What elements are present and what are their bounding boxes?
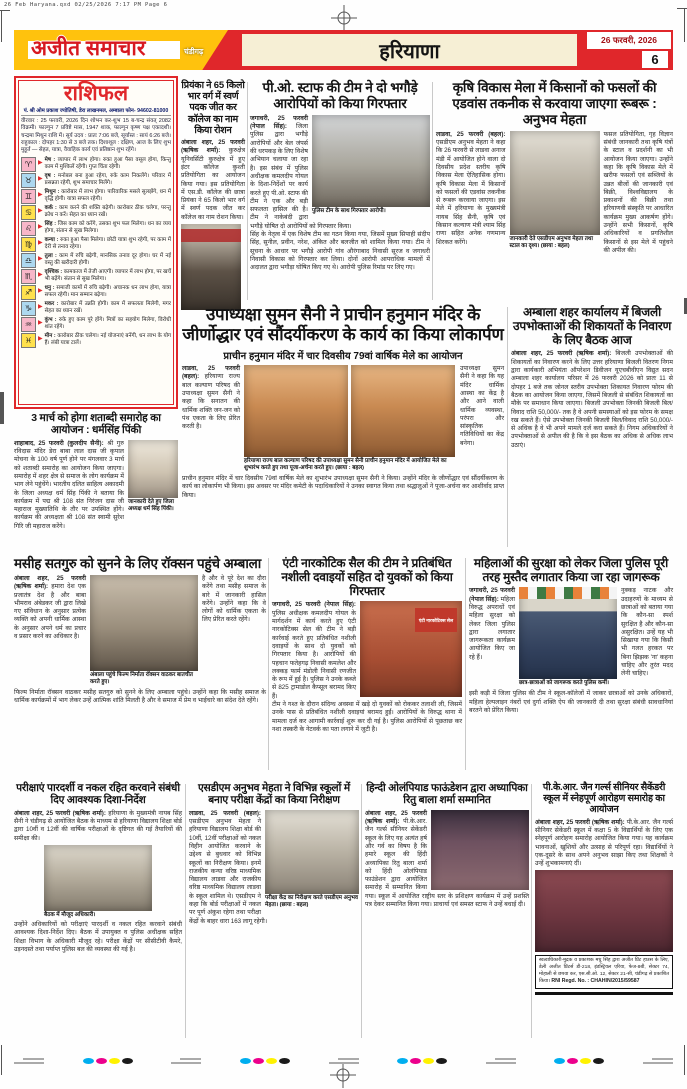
photo-school-inspection — [265, 810, 359, 894]
article-maseeh — [14, 556, 266, 772]
libra-icon: ♎ — [21, 253, 36, 268]
article-mahila-suraksha — [469, 556, 673, 772]
headline: उपाध्यक्षा सुमन सैनी ने प्राचीन हनुमान मंदिर के जीर्णोद्धार एवं सौंदर्यीकरण के कार्य का किया लोकार्पण — [182, 305, 504, 345]
column-rule — [185, 784, 186, 1038]
photo-anubhav-mehta — [510, 131, 600, 235]
article-pkr-jain — [535, 782, 673, 1040]
dateline: जगाधरी, 25 फरवरी (नेपाल सिंह): — [272, 601, 356, 609]
article-po-staff — [250, 80, 430, 302]
gray-registration-mark — [329, 1058, 359, 1064]
sagittarius-icon: ♐ — [21, 285, 36, 300]
zodiac-name: मकर : — [45, 301, 61, 307]
dateline: लाडवा, 25 फरवरी (बहल): — [189, 809, 261, 817]
zodiac-name: मीन : — [45, 333, 58, 339]
photo-cm-meeting — [44, 845, 152, 911]
astrologer-line: पं. श्री ओम प्रकाश ज्योतिषी, डेरा लाखनमल, अम्बाला फोन- 94602-81000 — [21, 106, 171, 116]
article-body: हमारा देश एक प्रजातंत्र देश है और बाबा भीमराव अंबेडकर जी द्वारा लिखे गए संविधान के अनुसार प्रत्येक व्यक्ति को अपनी धार्मिक आस्था के अनुसार अपने धर्म का प्रचार व प्रसार करने का अधिकार है। — [14, 583, 86, 640]
headline: 3 मार्च को होगा शताब्दी समारोह का आयोजन : धर्मसिंह पिंकी — [31, 412, 161, 437]
dateline: शाहाबाद, 25 फरवरी (कुलदीप सैनी): — [14, 439, 104, 447]
aries-icon: ♈ — [21, 157, 36, 172]
gray-registration-mark — [486, 1058, 516, 1064]
gray-registration-mark — [14, 1058, 44, 1064]
arrow-icon: ▶ — [38, 240, 43, 247]
zodiac-text: कामकाज में तेजी आएगी। व्यापार में लाभ होगा, पर खर्चे भी बढ़ेंगे। संतान से सुख मिलेगा। — [44, 269, 171, 283]
article-body: कुरुक्षेत्र यूनिवर्सिटी कुरुक्षेत्र में हुए इंटर कॉलेज कुश्ती प्रतियोगिता का आयोजन किया गया। इस प्रतियोगिता में एस.डी. कॉलेज की छात्रा प्रियंका ने 65 किलो भार वर्ग में स्वर्ण पदक जीत कर कॉलेज का नाम रोशन किया। — [181, 147, 245, 221]
zodiac-row — [21, 269, 171, 284]
horoscope-box — [14, 76, 178, 409]
registration-marks-strip — [14, 1056, 673, 1066]
dateline: जगाधरी, 25 फरवरी (नेपाल सिंह): — [469, 587, 515, 603]
photo-narcotics-arrest — [360, 601, 462, 697]
photo-temple-pooja — [351, 365, 455, 457]
photo-caption: जानकारी देते एसडीएम अनुभव मेहता तथा स्टाल का दृश्य। (छाया : बहल) — [509, 235, 593, 249]
zodiac-name: कुंभ : — [45, 317, 59, 323]
gray-registration-mark — [643, 1058, 673, 1064]
photo-caption: बैठक में मौजूद अधिकारी। — [44, 911, 96, 918]
photo-priyanka — [181, 224, 241, 310]
arrow-icon: ▶ — [38, 192, 43, 199]
arrow-icon: ▶ — [38, 288, 43, 295]
anti-narcotics-sign: एंटी नारकोटिक्स सेल — [415, 608, 457, 632]
article-body-continued: उन्होंने अधिकारियों को परीक्षाएं पारदर्शी व नकल रहित करवाने संबंधी आवश्यक दिशा-निर्देश दिए। बैठक में उपायुक्त व पुलिस अधीक्षक सहित शिक्षा विभाग के अधिकारी मौजूद रहे। परीक्षा केंद्रों पर सीसीटीवी कैमरे, उड़नदस्ते तथा पर्याप्त पुलिस बल की व्यवस्था की गई है। — [14, 920, 182, 953]
section-banner — [242, 34, 577, 66]
column-rule — [247, 82, 248, 300]
column-rule — [465, 558, 466, 770]
rni-number: RNI Regd. No. : CHAHIN/2015/59587 — [551, 978, 640, 985]
zodiac-text: काम में रुचि बढ़ेगी, मानसिक तनाव दूर होगा। घर में नई वस्तु की खरीदारी होगी। — [44, 253, 171, 267]
zodiac-row — [21, 237, 171, 252]
article-body: महिला विरुद्ध अपराधों एवं महिला सुरक्षा को लेकर जिला पुलिस द्वारा लगातार जागरूकता कार्यक्रम आयोजित किए जा रहे हैं। — [469, 595, 515, 661]
headline: पी.के.आर. जैन गर्ल्स सीनियर सैकेंडरी स्कूल में स्नेहपूर्ण आरोहण समारोह का आयोजन — [542, 782, 666, 816]
article-sdm-nirikshan — [189, 782, 359, 1040]
arrow-icon: ▶ — [38, 160, 43, 167]
arrow-icon: ▶ — [38, 224, 43, 231]
bottom-rule — [535, 992, 673, 995]
crop-mark-bottom-left — [1, 1045, 2, 1075]
zodiac-name: वृष : — [45, 173, 58, 179]
article-body-right: है और वे पूरे देश का दौरा करेंगे तथा मसीह समाज के बारे में जानकारी हासिल करेंगे। उन्होंने कहा कि वे लोगों को धार्मिक एकता के लिए प्रेरित करते रहेंगे। — [202, 574, 266, 624]
article-pariksha — [14, 782, 182, 1040]
photo-caption: छात्र-छात्राओं को जागरूक करते पुलिस कर्मी। — [519, 680, 610, 687]
crop-mark-top-right — [677, 8, 687, 9]
article-bijli-baithak — [511, 305, 673, 550]
article-priyanka — [181, 80, 245, 302]
article-body-bottom: इसी कड़ी में जिला पुलिस की टीम ने स्कूल-कॉलेजों में जाकर छात्राओं को उनके अधिकारों, महिला हेल्पलाइन नंबरों एवं दुर्गा शक्ति ऐप की जानकारी दी तथा सुरक्षा संबंधी सावधानियां बरतने को प्रेरित किया। — [469, 690, 673, 714]
arrow-icon: ▶ — [38, 256, 43, 263]
article-body: पी.के.आर. जैन गर्ल्स सीनियर सेकेंडरी स्कूल में कक्षा 5 के विद्यार्थियों के लिए एक स्नेहपूर्ण आरोहण समारोह आयोजित किया गया। यह कार्यक्रम भावनाओं, खुशियों और उत्साह से परिपूर्ण रहा। विद्यार्थियों ने एक-दूसरे के साथ अपने अनुभव साझा किए तथा शिक्षकों ने उन्हें शुभकामनाएं दीं। — [535, 818, 673, 868]
crop-mark-bottom-right — [684, 1045, 685, 1075]
headline: अम्बाला शहर कार्यालय में बिजली उपभोक्ताओं की शिकायतों के निवारण के लिए बैठक आज — [512, 305, 672, 348]
photo-banner — [181, 229, 241, 242]
arrow-icon: ▶ — [38, 336, 43, 343]
zodiac-row — [21, 173, 171, 188]
zodiac-text: काम करने की शक्ति बढ़ेगी। कारोबार ठीक चलेगा, परन्तु क्रोध न करें। सेहत का ध्यान रखें। — [44, 205, 171, 219]
zodiac-name: मिथुन : — [45, 189, 62, 195]
issue-date: 26 फरवरी, 2026 — [587, 32, 671, 49]
article-body-right: नुक्कड़ नाटक और उदाहरणों के माध्यम से छात्राओं को बताया गया कि कौन-सा स्पर्श सुरक्षित है और कौन-सा असुरक्षित। उन्हें यह भी सिखाया गया कि किसी भी गलत हरकत पर बिना झिझक 'ना' कहना चाहिए और तुरंत मदद लेनी चाहिए। — [621, 587, 673, 678]
photo-felicitation — [431, 810, 529, 890]
article-narcotics — [272, 556, 462, 772]
photo-police-awareness — [519, 587, 617, 679]
photo-roxon — [90, 575, 198, 671]
crop-mark-top-left-v — [1, 10, 2, 42]
headline: परीक्षाएं पारदर्शी व नकल रहित करवाने संबंधी दिए आवश्यक दिशा-निर्देश — [16, 782, 180, 807]
article-body-bottom: फिल्म निर्माता रॉक्सन वाठकर मसीह सतगुरु को सुनने के लिए अम्बाला पहुंचे। उन्होंने कहा कि मसीह समाज के धार्मिक कार्यक्रमों में भाग लेकर उन्हें आत्मिक शांति मिलती है और वे समाज में प्रेम व भाईचारे का संदेश देते रहेंगे। — [14, 688, 266, 705]
photo-caption: हरियाणा राज्य बाल कल्याण परिषद की उपाध्यक्षा सुमन सैनी प्राचीन हनुमान मंदिर में आयोजित मेले का शुभारंभ करते हुए तथा पूजा-अर्चना करते हुए। (छाया : बहल) — [244, 458, 447, 472]
cmyk-registration-mark — [240, 1058, 290, 1064]
taurus-icon: ♉ — [21, 173, 36, 188]
article-body-right: उपाध्यक्षा सुमन सैनी ने कहा कि यह मंदिर धार्मिक आस्था का केंद्र है और आने वाली धार्मिक व्यवस्था, परंपरा और सांस्कृतिक गतिविधियों का केंद्र बनेगा। — [460, 365, 504, 447]
headline: पी.ओ. स्टाफ की टीम ने दो भगौड़े आरोपियों को किया गिरफ्तार — [262, 80, 418, 111]
article-body: श्री गुरु रविदास मंदिर डेरा बाबा लाल दास जी कृपाल मोचना के 100 वर्ष पूर्ण होने पर मंगलवार 3 मार्च को शताब्दी समारोह का आयोजन किया जाएगा। समारोह में शहर क्षेत्र से समाज के लोग कार्यक्रम में भाग लेने पहुंचेंगे। भारतीय दलित साहित्य अकादमी के जिला अध्यक्ष धर्म सिंह पिंकी ने बताया कि कार्यक्रम में पद्म श्री 108 संत निरंजन दास जी महाराज मुख्यातिथि के तौर पर उपस्थित होंगे। कार्यक्रम की अध्यक्षता श्री 108 संत स्वामी सुरेश गिरि जी महाराज करेंगे। — [14, 439, 124, 530]
cmyk-registration-mark — [83, 1058, 133, 1064]
article-body: हरियाणा राज्य बाल कल्याण परिषद की उपाध्यक्षा सुमन सैनी ने कहा कि सनातन की धार्मिक शक्ति जन-जन को पंथ एकता के लिए प्रेरित करती है। — [182, 373, 240, 431]
column-rule — [531, 784, 532, 1038]
masthead — [14, 30, 673, 70]
article-body-bottom: प्राचीन हनुमान मंदिर में चार दिवसीय 79वां वार्षिक मेले का शुभारंभ उपाध्यक्षा सुमन सैनी ने किया। उन्होंने मंदिर के जीर्णोद्धार एवं सौंदर्यीकरण के कार्य का लोकार्पण भी किया। इस अवसर पर मंदिर कमेटी के पदाधिकारियों ने उनका स्वागत किया तथा श्रद्धालुओं ने पूजा-अर्चना कर आशीर्वाद प्राप्त किया। — [182, 475, 504, 499]
article-body-continued: टीम ने गश्त के दौरान संदिग्ध अवस्था में खड़े दो युवकों को रोककर तलाशी ली, जिसमें उनके पास से प्रतिबंधित नशीली दवाइयां बरामद हुईं। आरोपियों के विरुद्ध थाना में मामला दर्ज कर आगामी कार्रवाई शुरू कर दी गई है। पुलिस आरोपियों से पूछताछ कर नशा तस्करी के नेटवर्क का पता लगाने में जुटी है। — [272, 701, 462, 733]
photo-caption: जानकारी देते हुए जिला अध्यक्ष धर्म सिंह पिंकी। — [128, 498, 174, 512]
panchang-text: वीरवार : 25 फरवरी, 2026 दिन शोभन कर-शुभ 15 ब-चन्द्र संवत् 2082 विक्रमी। फाल्गुन 7 प्रविष्टे मास, 1947 शाक, फाल्गुन कृष्ण पक्ष एकादशी। चन्द्रमा मिथुन राशि में। सूर्य उदय : प्रातः 7:06 बजे, सूर्यास्त : सायं 6:26 बजे। राहुकाल : दोपहर 1:30 से 3 बजे तक। दिशाशूल : दक्षिण, आज के लिए शुभ मुहूर्त — सेहत, यात्रा, वैवाहिक कार्य एवं प्रतिष्ठान शुभ रहेंगे। — [21, 118, 171, 153]
arrow-icon: ▶ — [38, 208, 43, 215]
zodiac-name: वृश्चिक : — [45, 269, 64, 275]
cancer-icon: ♋ — [21, 205, 36, 220]
imprint-box — [535, 955, 673, 988]
subheadline: प्राचीन हनुमान मंदिर में चार दिवसीय 79वां वार्षिक मेले का आयोजन — [223, 351, 463, 363]
zodiac-name: कन्या : — [45, 237, 60, 243]
zodiac-row — [21, 285, 171, 300]
dateline: अंबाला शहर, 25 फरवरी (ऋषिक शर्मा): — [181, 139, 245, 155]
dateline: अंबाला शहर, 25 फरवरी (ऋषिक शर्मा): — [365, 809, 427, 826]
article-suman-saini — [182, 305, 504, 550]
imprint-text: स्वत्वाधिकारी-मुद्रक व प्रकाशक मधु सिंह द्वारा अजीत प्रिंट हाउस के लिए, डेली अजीत प्रिंटर्स डी-218, इंडस्ट्रियल एरिया, फेज-8बी, सेक्टर 74, मोहाली से छपवा कर, एस.सी.ओ. 12, सेक्टर 21-सी, चंडीगढ़ से प्रकाशित किया। — [539, 958, 669, 985]
dateline: अंबाला शहर, 25 फरवरी (ऋषिक शर्मा): — [511, 350, 612, 358]
photo-caption: परीक्षा केंद्र का निरीक्षण करते एसडीएम अनुभव मेहता। (छाया : बहल) — [265, 894, 359, 908]
tricolor-bunting — [519, 587, 617, 599]
headline: महिलाओं की सुरक्षा को लेकर जिला पुलिस पूरी तरह मुस्तैद लगातार किया जा रहा जागरूक — [473, 556, 669, 585]
zodiac-name: तुला : — [45, 253, 59, 259]
article-body: हरियाणा के मुख्यमंत्री नायब सिंह सैनी ने चंडीगढ़ से आयोजित बैठक के माध्यम से हरियाणा विद्यालय शिक्षा बोर्ड द्वारा 10वीं व 12वीं की वार्षिक परीक्षाओं के दृष्टिगत की गई तैयारियों की समीक्षा की। — [14, 809, 182, 842]
leo-icon: ♌ — [21, 221, 36, 236]
crop-mark-top-right-v — [684, 8, 685, 42]
zodiac-row — [21, 317, 171, 332]
dateline: अंबाला शहर, 25 फरवरी (ऋषिक शर्मा): — [535, 818, 625, 826]
headline: प्रियंका ने 65 किलो भार वर्ग में स्वर्ण पदक जीत कर कॉलेज का नाम किया रोशन — [181, 80, 245, 136]
article-body: पुलिस अधीक्षक कमलदीप गोयल के मार्गदर्शन में कार्य करते हुए एंटी नारकोटिक्स सेल की टीम ने बड़ी कार्रवाई करते हुए प्रतिबंधित नशीली दवाइयों के साथ दो युवकों को गिरफ्तार किया है। आरोपियों की पहचान फतेहगढ़ निवासी कमलेश और लक्कड़ फार्म मंडोली निवासी रणजीत के रूप में हुई है। पुलिस ने उनके कब्जे से 825 ट्रामाडोल कैप्सूल बरामद किए हैं। — [272, 609, 356, 700]
zodiac-name: सिंह : — [45, 221, 58, 227]
photo-mela-inauguration — [244, 365, 348, 457]
article-body: एसडीएम अनुभव मेहता ने हरियाणा विद्यालय शिक्षा बोर्ड की 10वीं, 12वीं परीक्षाओं को नकल विहीन आयोजित करवाने के उद्देश्य से बुधवार को विभिन्न स्कूलों का निरीक्षण किया। इनमें राजकीय कन्या वरिष्ठ माध्यमिक विद्यालय लाडवा और राजकीय वरिष्ठ माध्यमिक विद्यालय लाडवा के स्कूल शामिल थे। एसडीएम ने कहा कि बोर्ड परीक्षाओं में नकल पर पूर्ण अंकुश रहेगा तथा परीक्षा केंद्रों के बाहर धारा 163 लागू रहेगी। — [189, 818, 268, 925]
article-krishi-mela — [436, 80, 673, 302]
cmyk-registration-mark — [397, 1058, 447, 1064]
dateline: लाडवा, 25 फरवरी (बहल): — [182, 365, 240, 381]
horoscope-title: राशिफल — [63, 82, 129, 105]
arrow-icon: ▶ — [38, 304, 43, 311]
zodiac-text: समाजी कामों में रुचि बढ़ेगी। अचानक धन लाभ होगा, यात्रा सफल रहेगी। मान सम्मान बढ़ेगा। — [44, 285, 171, 299]
headline: हिन्दी ओलंपियाड फाऊंडेशन द्वारा अध्यापिका रितु बाला शर्मा सम्मानित — [366, 782, 528, 807]
zodiac-row — [21, 221, 171, 236]
pisces-icon: ♓ — [21, 333, 36, 348]
zodiac-row — [21, 205, 171, 220]
arrow-icon: ▶ — [38, 272, 43, 279]
column-rule — [268, 558, 269, 770]
dateline: अंबाला शहर, 25 फरवरी (ऋषिक शर्मा): — [14, 574, 86, 591]
headline: एसडीएम अनुभव मेहता ने विभिन्न स्कूलों में बनाए परीक्षा केंद्रों का किया निरीक्षण — [198, 782, 350, 807]
zodiac-row — [21, 333, 171, 348]
zodiac-text: कारोबार ठीक चलेगा। नई योजनाएं बनेंगी, धन लाभ के योग हैं। लंबी यात्रा टालें। — [44, 333, 171, 347]
article-body: एसडीएम अनुभव मेहता ने कहा कि 26 फरवरी से लाडवा अनाज मंडी में आयोजित होने वाला दो दिवसीय प्रदेश स्तरीय कृषि विकास मेला ऐतिहासिक होगा। कृषि विकास मेला में किसानों को फसलों की एडवांस तकनीक से रूबरू करवाया जाएगा। इस मेले में हरियाणा के मुख्यमंत्री नायब सिंह सैनी, कृषि एवं किसान कल्याण मंत्री श्याम सिंह राणा सहित अनेक गणमान्य शिरकत करेंगे। — [436, 139, 506, 246]
virgo-icon: ♍ — [21, 237, 36, 252]
photo-po-staff — [312, 115, 430, 207]
article-body: बिजली उपभोक्ताओं की शिकायतों का निवारण करने के लिए उत्तर हरियाणा बिजली वितरण निगम द्वारा कार्यकारी अभियंता ऑपरेशन डिवीजन यूएचबीवीएन विद्युत सदन अम्बाला शहर कार्यालय परिसर में 26 फरवरी 2026 को प्रातः 11 से दोपहर 1 बजे तक जोनल स्तरीय उपभोक्ता शिकायत निवारण फोरम की बैठक का आयोजन किया जाएगा, जिसमें बिजली से संबंधित शिकायतों का मौके पर समाधान किया जाएगा। बिजली उपभोक्ता जिनकी बिजली बिल/विवाद राशि 50,000/- तक है वे अपनी समस्याओं को इस फोरम के समक्ष रख सकते हैं। ऐसे उपभोक्ता जिनकी बिजली बिल/विवाद राशि 50,000/- से अधिक है वे भी अपने मामले दर्ज करा सकते हैं। निगम अधिकारियों ने उपभोक्ताओं से अपील की है कि वे इस बैठक का अधिक से अधिक लाभ उठाएं। — [511, 350, 673, 449]
zodiac-row — [21, 253, 171, 268]
zodiac-text: रुके हुए काम पूरे होंगे। मित्रों का सहयोग मिलेगा, विरोधी शांत रहेंगे। — [44, 317, 171, 331]
arrow-icon: ▶ — [38, 176, 43, 183]
photo-group-students — [535, 870, 673, 952]
scorpio-icon: ♏ — [21, 269, 36, 284]
column-rule — [507, 307, 508, 547]
zodiac-text: व्यापार में लाभ होगा। रुका हुआ पैसा वसूल होगा, किन्तु काम में मुश्किलें रहेंगी। गुप्त चिंता रहेगी। — [44, 157, 172, 171]
edge-mark-left — [0, 392, 4, 424]
paper-name: अजीत समाचार — [31, 37, 146, 60]
dateline: अंबाला शहर, 25 फरवरी (ऋषिक शर्मा): — [14, 809, 106, 817]
zodiac-text: कारोबार में लाभ होगा। पारिवारिक मसले सुलझेंगे, धन में वृद्धि होगी। यात्रा सफल रहेगी। — [44, 189, 171, 203]
zodiac-text: जिस काम को करेंगे, उसका शुभ फल मिलेगा। धन का व्यय होगा, संतान से सुख मिलेगा। — [44, 221, 172, 235]
zodiac-name: कर्क : — [45, 205, 59, 211]
zodiac-text: कारोबार में उन्नति होगी। काम में सफलता मिलेगी, मगर सेहत का ध्यान रखें। — [44, 301, 171, 315]
photo-dharm-singh — [128, 440, 178, 498]
photo-caption: पुलिस टीम के साथ गिरफ्तार आरोपी। — [312, 207, 386, 214]
arrow-icon: ▶ — [38, 320, 43, 327]
dateline: जगाधरी, 25 फरवरी (नेपाल सिंह): — [250, 114, 308, 131]
column-rule — [361, 784, 362, 1038]
cmyk-registration-mark — [554, 1058, 604, 1064]
zodiac-text: मनोबल बना हुआ रहेगा, रुके काम निकलेंगे। परिवार में प्रसन्नता रहेगी, शुभ समाचार मिलेंगे। — [44, 173, 171, 187]
gray-registration-mark — [171, 1058, 201, 1064]
zodiac-name: धनु : — [45, 285, 57, 291]
page-number: 6 — [642, 51, 668, 68]
aquarius-icon: ♒ — [21, 317, 36, 332]
article-body: पी.के.आर. जैन गर्ल्स सीनियर सेकेंडरी स्कूल के लिए यह अत्यंत हर्ष और गर्व का विषय है कि हमारे स्कूल की हिंदी अध्यापिका रितु बाला शर्मा को हिंदी ओलंपियाड फाउंडेशन द्वारा आयोजित समारोह में सम्मानित किया गया। स्कूल में आयोजित राष्ट्रीय स्तर के प्रशिक्षण कार्यक्रम में उन्हें प्रशस्ति पत्र देकर सम्मानित किया गया। प्राचार्या एवं समस्त स्टाफ ने उन्हें बधाई दी। — [365, 818, 529, 909]
zodiac-row — [21, 157, 171, 172]
zodiac-name: मेष : — [45, 157, 58, 163]
zodiac-text: रुका हुआ पैसा मिलेगा। छोटी यात्रा शुभ रहेगी, पर काम में देरी से तनाव रहेगा। — [44, 237, 171, 251]
article-body-continued: सिंह के नेतृत्व में एक विशेष टीम का गठन किया गया, जिसमें मुख्य सिपाही संदीप सिंह, सुनील, प्रवीन, नरेश, अंकित और बलजीत को शामिल किया गया। टीम ने सूचना के आधार पर भगौड़े आरोपी गांव औरंगाबाद निवासी सूरज व जगाधरी निवासी विकास को गिरफ्तार कर लिया। दोनों आरोपी आपराधिक मामलों में अदालत द्वारा भगौड़ा घोषित किए गए थे। आरोपी पुलिस रिमांड पर लिए गए। — [250, 231, 430, 272]
dateline: लाडवा, 25 फरवरी (बहल): — [436, 130, 506, 138]
capricorn-icon: ♑ — [21, 301, 36, 316]
print-slug-line: 26 Feb Haryana.qxd 02/25/2026 7:17 PM Page 6 — [4, 2, 168, 8]
headline: एंटी नारकोटिक सैल की टीम ने प्रतिबंधित नशीली दवाइयों सहित दो युवकों को किया गिरफ्तार — [281, 556, 453, 599]
registration-crosshair-top — [331, 5, 357, 31]
article-body-continued: फसल प्रतियोगिता, गृह विज्ञान संबंधी जानकारी तथा कृषि यंत्रों के स्टाल व प्रदर्शनी का भी आयोजन किया जाएगा। उन्होंने कहा कि कृषि विकास मेले में खरीफ फसलों एवं सब्जियों के उन्नत बीजों की जानकारी एवं बिक्री, विश्वविद्यालय के प्रकाशनों की बिक्री तथा हरियाणवी संस्कृति पर आधारित कार्यक्रम मुख्य आकर्षण होंगे। उन्होंने सभी किसानों, कृषि अधिकारियों व प्रगतिशील किसानों से इस मेले में पहुंचने की अपील की। — [603, 130, 673, 254]
zodiac-row — [21, 189, 171, 204]
photo-caption: अंबाला पहुंचे फिल्म निर्माता रॉक्सन वाठकर बातचीत करते हुए। — [90, 671, 193, 685]
article-dharm-singh — [14, 412, 178, 550]
headline: कृषि विकास मेला में किसानों को फसलों की एडवांस तकनीक से करवाया जाएगा रूबरू : अनुभव मेहता — [452, 80, 657, 127]
gemini-icon: ♊ — [21, 189, 36, 204]
article-hindi-olympiad — [365, 782, 529, 1040]
article-body: जिला पुलिस द्वारा भगौड़े आरोपियों और बेल जंपर्स की धरपकड़ के लिए विशेष अभियान चलाया जा रहा है। इस संबंध में पुलिस अधीक्षक कमलदीप गोयल के दिशा-निर्देशों पर कार्य करते हुए पी.ओ. स्टाफ की टीम ने एक और बड़ी सफलता हासिल की है। टीम ने नाकेबंदी द्वारा भगौड़े घोषित दो आरोपियों को गिरफ्तार किया। — [250, 123, 352, 230]
paper-city: चंडीगढ़ — [184, 47, 204, 56]
zodiac-row — [21, 301, 171, 316]
column-rule — [432, 82, 433, 300]
headline: मसीह सतगुरु को सुनने के लिए रॉक्सन पहुंचे अम्बाला — [14, 556, 262, 571]
section-title: हरियाणा — [379, 40, 440, 63]
